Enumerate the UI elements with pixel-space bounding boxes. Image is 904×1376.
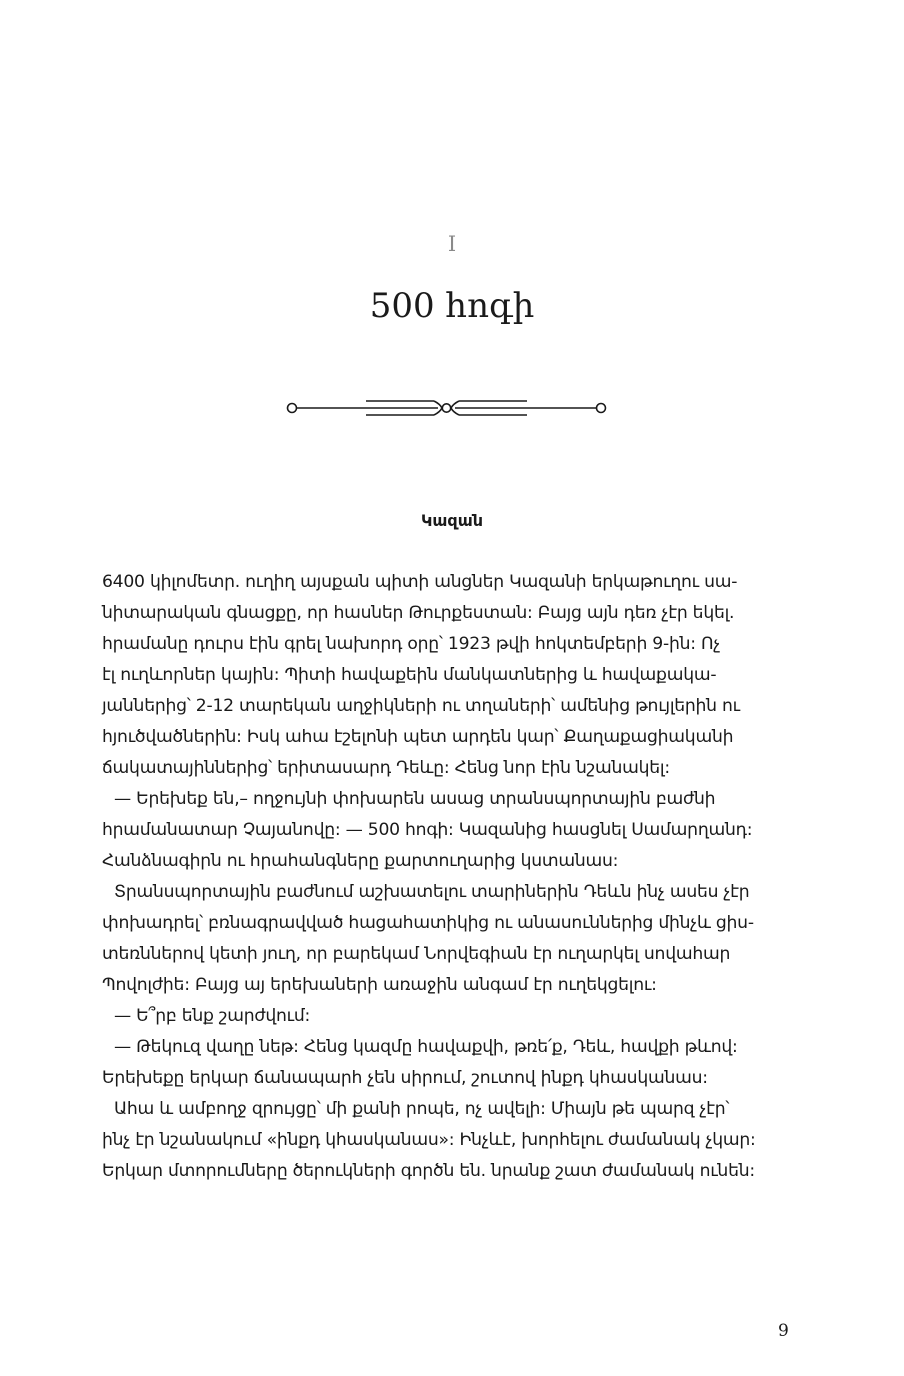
text-line: Երեխեքը երկար ճանապարհ չեն սիրում, շուտով ինքդ կհասկանաս: [102,1068,708,1088]
page-number: 9 [778,1321,789,1341]
text-line: ինչ էր նշանակում «ինքդ կհասկանաս»: Ինչևէ, խորհելու ժամանակ չկար: [102,1130,756,1150]
body-text [102,567,802,1187]
text-line: փոխադրել՝ բռնագրավված հացահատիկից ու անասուններից մինչև ցիս- [102,913,754,933]
text-line: Պովոլժիե: Բայց այ երեխաների առաջին անգամ էր ուղեկցելու: [102,975,657,995]
text-line: Ահա և ամբողջ զրույցը՝ մի քանի րոպե, ոչ ավելի: Միայն թե պարզ չէր՝ [114,1099,730,1119]
text-line: ճակատայիններից՝ երիտասարդ Դեևը: Հենց նոր էին նշանակել: [102,758,670,778]
text-line: — Թեկուզ վաղը նեթ: Հենց կազմը հավաքվի, թռե՛ք, Դեև, հավքի թևով: [114,1037,738,1057]
text-line: 6400 կիլոմետր. ուղիղ այսքան պիտի անցներ Կազանի երկաթուղու սա- [102,572,738,592]
chapter-numeral: I [447,232,457,256]
ornament-divider-icon [282,396,612,420]
text-line: յաններից՝ 2-12 տարեկան աղջիկների ու տղաների՝ ամենից թույլերին ու [102,696,740,716]
text-line: Տրանսպորտային բաժնում աշխատելու տարիներին Դեևն ինչ ասես չէր [114,882,750,902]
text-line: հրամանատար Չայանովը: — 500 հոգի: Կազանից հասցնել Սամարղանդ: [102,820,753,840]
text-line: հրամանը դուրս էին գրել նախորդ օրը՝ 1923 թվի հոկտեմբերի 9-ին: Ոչ [102,634,721,654]
text-line: Հանձնագիրն ու հրահանգները քարտուղարից կստանաս: [102,851,619,871]
text-line: նիտարական գնացքը, որ հասներ Թուրքեստան: Բայց այն դեռ չէր եկել. [102,603,735,623]
text-line: էլ ուղևորներ կային: Պիտի հավաքեին մանկատներից և հավաքակա- [102,665,717,685]
section-heading: Կազան [420,511,484,530]
text-line: հյուծվածներին: Իսկ ահա էշելոնի պետ արդեն կար՝ Քաղաքացիականի [102,727,734,747]
text-line: տեռններով կետի յուղ, որ բարեկամ Նորվեգիան էր ուղարկել սովահար [102,944,731,964]
chapter-title: 500 հոգի [369,286,535,326]
text-line: Երկար մտորումները ծերուկների գործն են. նրանք շատ ժամանակ ունեն: [102,1161,755,1181]
text-line: — Ե՞րբ ենք շարժվում: [114,1006,311,1026]
text-line: — Երեխեք են,– ողջույնի փոխարեն ասաց տրանսպորտային բաժնի [114,789,716,809]
